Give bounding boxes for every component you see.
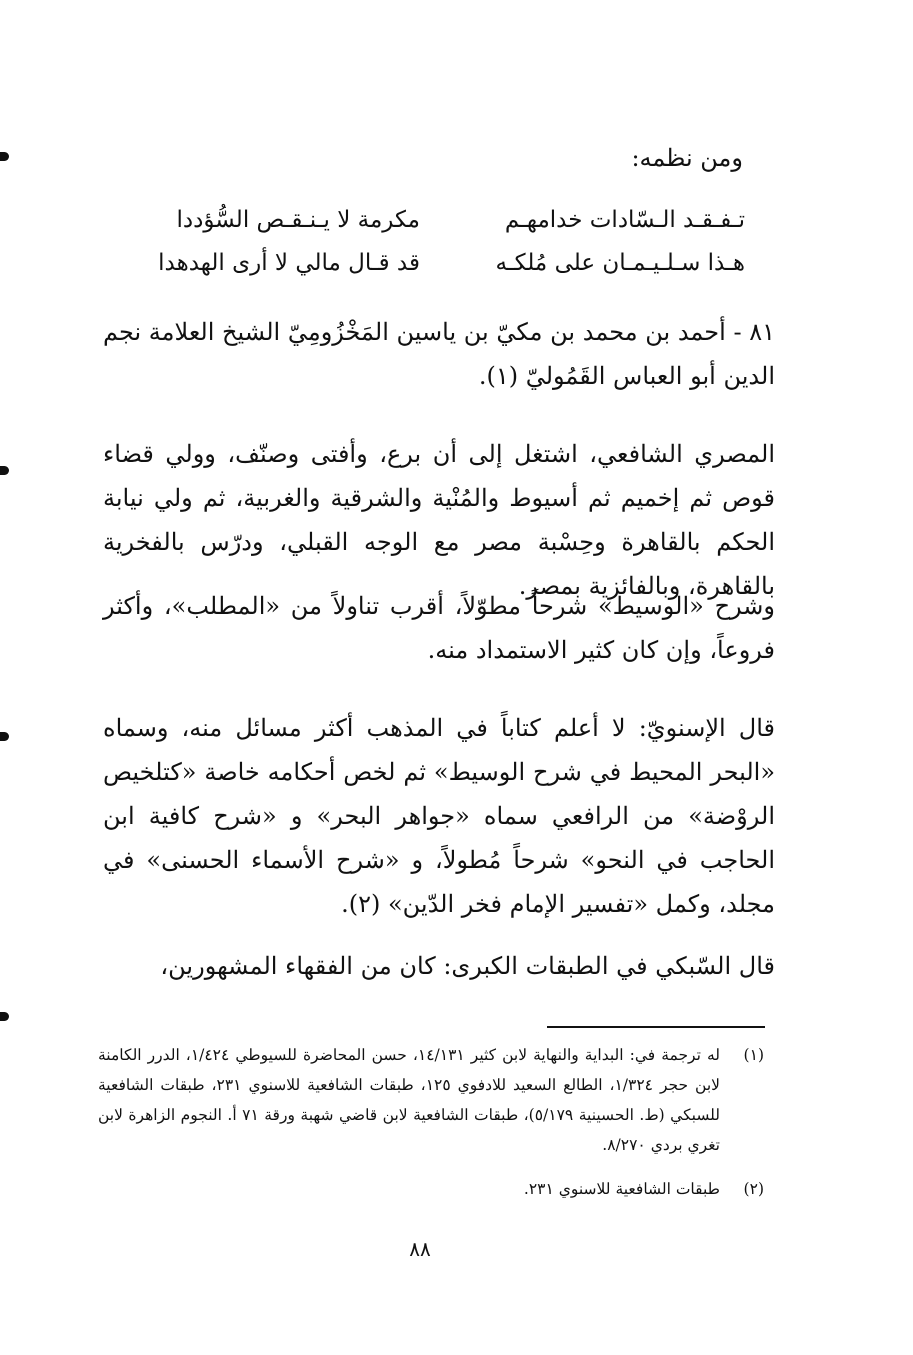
left-margin-mark <box>0 152 9 161</box>
footnote-number: (٢) <box>743 1180 764 1198</box>
paragraph: قال السّبكي في الطبقات الكبرى: كان من الفقهاء المشهورين، <box>160 952 775 980</box>
footnote-text: له ترجمة في: البداية والنهاية لابن كثير ١٤/١٣١، حسن المحاضرة للسيوطي ١/٤٢٤، الدرر الكامنة لابن حجر ١/٣٢٤، الطالع السعيد للادفوي ١٢٥، طبقات الشافعية للاسنوي ٢٣١، طبقات الشافعية للسبكي (ط. الحسينية ٥/١٧٩)، طبقات الشافعية لابن قاضي شهبة ورقة ٧١ أ. النجوم الزاهرة لابن تغري بردي ٨/٢٧٠. <box>98 1046 721 1154</box>
entry-heading: ٨١ - أحمد بن محمد بن مكيّ بن ياسين المَخْزُومِيّ الشيخ العلامة نجم الدين أبو العباس القَمُوليّ (١). <box>103 318 775 390</box>
verse-second-hemistich: مكرمة لا يـنـقـص السُّؤددا <box>176 207 420 233</box>
footnote <box>98 1040 764 1160</box>
paragraph: المصري الشافعي، اشتغل إلى أن برع، وأفتى وصنّف، وولي قضاء قوص ثم إخميم ثم أسيوط والمُنْية والشرقية والغربية، ثم ولي نيابة الحكم بالقاهرة وحِسْبة مصر مع الوجه القبلي، ودرّس بالفخرية بالقاهرة، وبالفائزية بمصر. <box>103 440 775 600</box>
footnote <box>98 1174 764 1204</box>
verse-second-hemistich: قد قـال مالي لا أرى الهدهدا <box>158 250 420 276</box>
footnote-number: (١) <box>743 1046 764 1064</box>
verse-first-hemistich: هـذا سـلـيـمـان على مُلكـه <box>495 250 745 276</box>
paragraph: وشرح «الوسيط» شرحاً مطوّلاً، أقرب تناولاً من «المطلب»، وأكثر فروعاً، وإن كان كثير الاستمداد منه. <box>103 592 775 664</box>
poem-verse <box>150 200 745 240</box>
left-margin-mark <box>0 1012 9 1021</box>
left-margin-mark <box>0 466 9 475</box>
left-margin-mark <box>0 732 9 741</box>
footnote-text: طبقات الشافعية للاسنوي ٢٣١. <box>523 1180 720 1198</box>
poem-intro: ومن نظمه: <box>631 144 743 172</box>
poem-verse <box>150 243 745 283</box>
verse-first-hemistich: تـفـقـد الـسّادات خدامهـم <box>504 207 745 233</box>
page-number: ٨٨ <box>409 1237 431 1261</box>
footnote-separator <box>547 1026 765 1028</box>
paragraph: قال الإسنويّ: لا أعلم كتاباً في المذهب أكثر مسائل منه، وسماه «البحر المحيط في شرح الوسيط» ثم لخص أحكامه خاصة «كتلخيص الروْضة» من الرافعي سماه «جواهر البحر» و «شرح كافية ابن الحاجب في النحو» شرحاً مُطولاً، و «شرح الأسماء الحسنى» في مجلد، وكمل «تفسير الإمام فخر الدّين» (٢). <box>103 714 775 918</box>
